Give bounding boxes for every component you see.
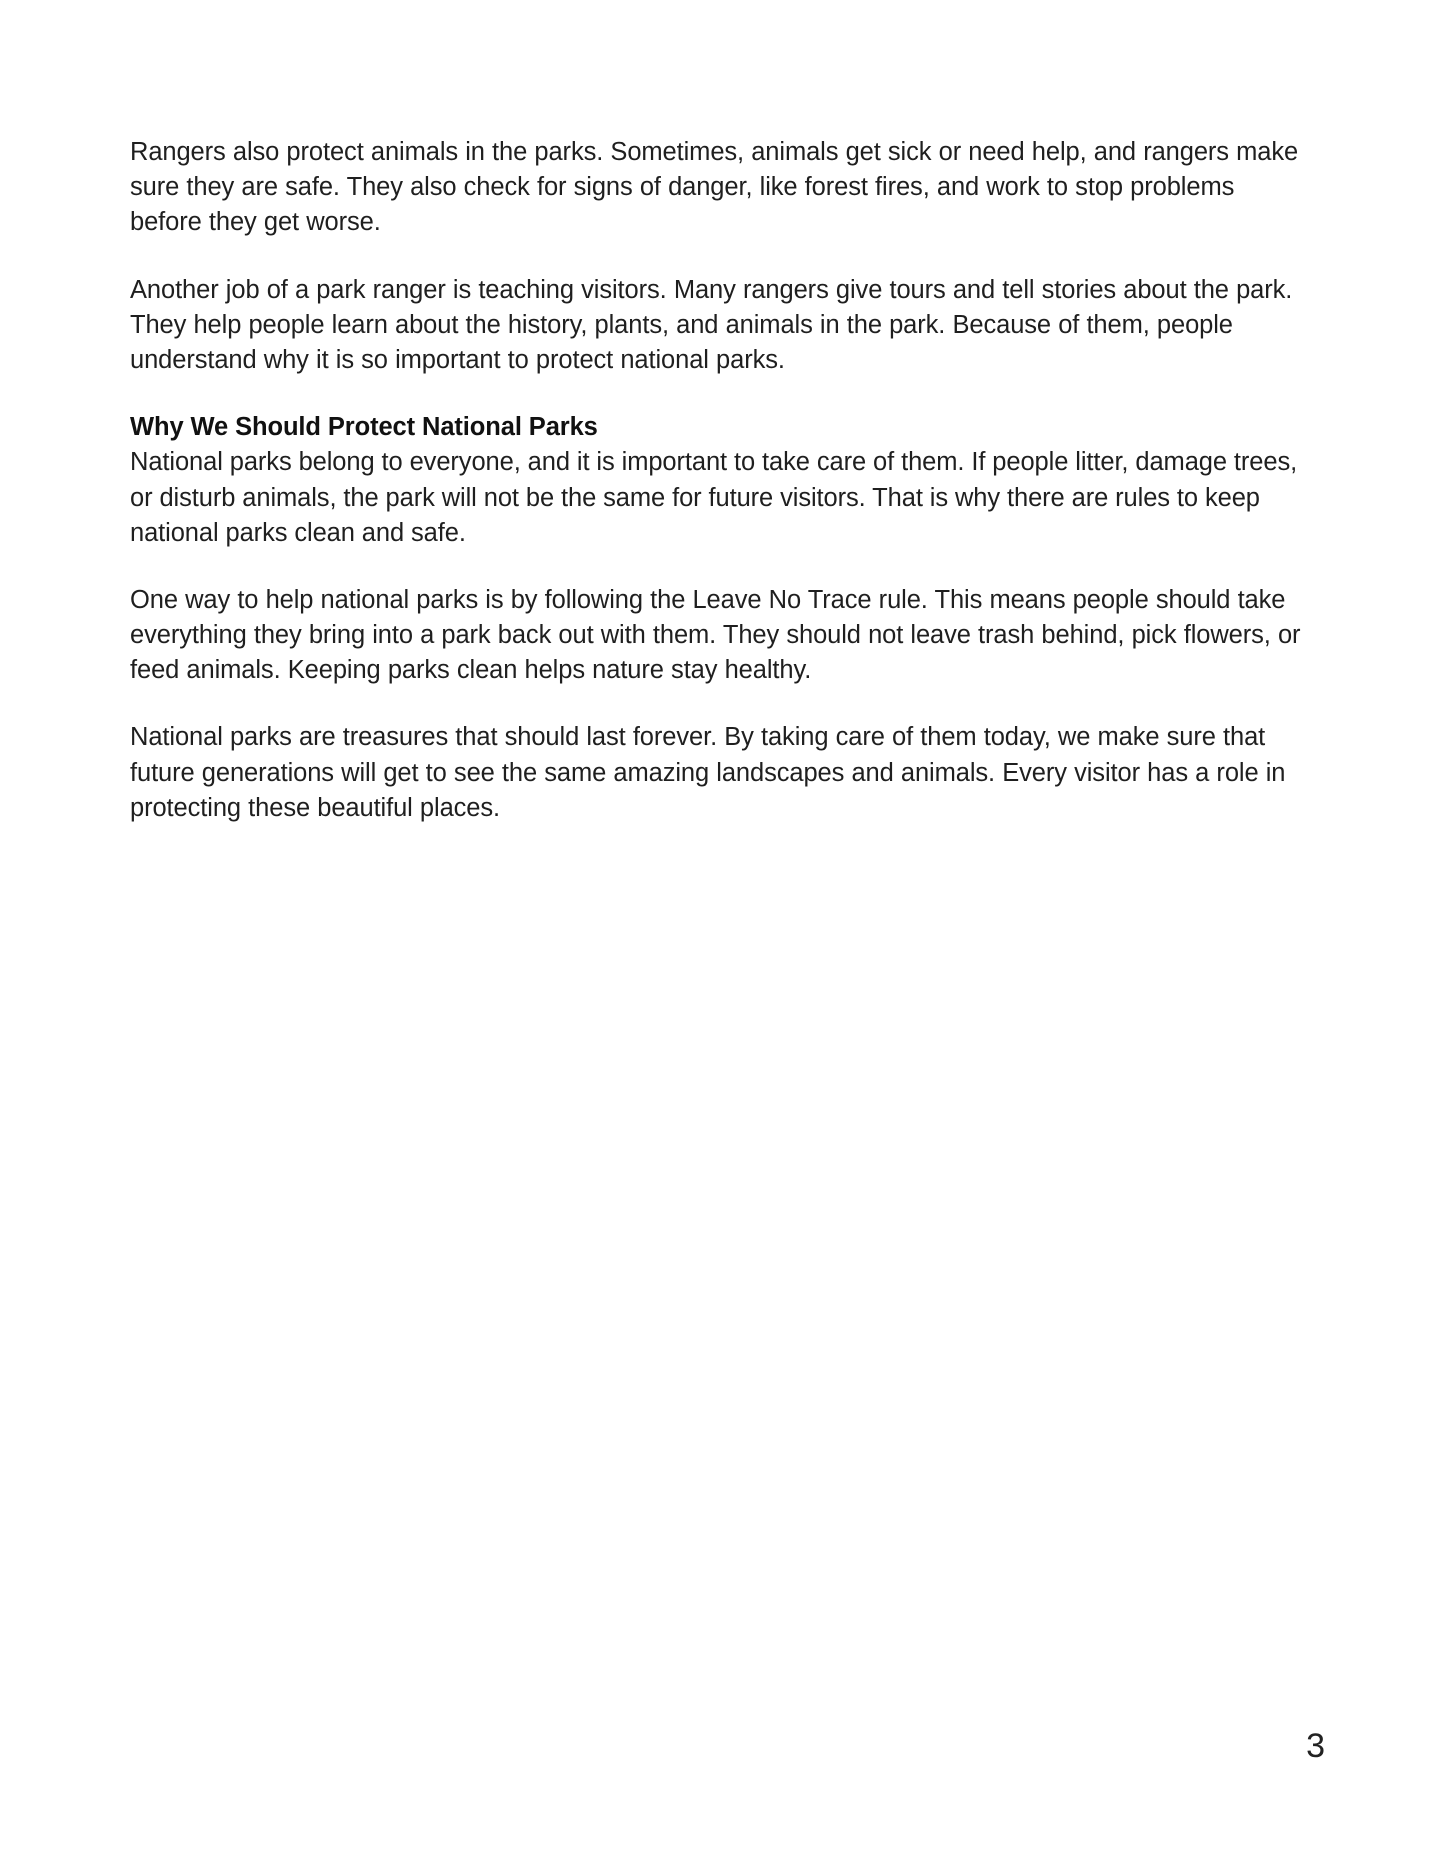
paragraph-leave-no-trace: One way to help national parks is by following the Leave No Trace rule. This means people should take everything they bring into a park back out with them. They should not leave trash behind, pick flowers, or feed animals. Keeping parks clean helps nature stay healthy.	[130, 585, 1301, 685]
paragraph-rangers-protect-animals: Rangers also protect animals in the parks. Sometimes, animals get sick or need help, and rangers make sure they are safe. They also check for signs of danger, like forest fires, and work to stop problems before they get worse.	[130, 138, 1299, 237]
paragraph-treasures-last-forever: National parks are treasures that should last forever. By taking care of them today, we make sure that future generations will get to see the same amazing landscapes and animals. Every visitor has a role in protecting these beautiful places.	[130, 723, 1286, 822]
page-number: 3	[1306, 1727, 1325, 1765]
heading-why-we-should-protect-national-parks: Why We Should Protect National Parks	[130, 413, 598, 442]
document-body	[130, 135, 1310, 858]
paragraph-teaching-visitors: Another job of a park ranger is teaching visitors. Many rangers give tours and tell stories about the park. They help people learn about the history, plants, and animals in the park. Because of them, people understand why it is so important to protect national parks.	[130, 275, 1293, 374]
paragraph-parks-belong-to-everyone: National parks belong to everyone, and it is important to take care of them. If people litter, damage trees, or disturb animals, the park will not be the same for future visitors. That is why there are rules to keep national parks clean and safe.	[130, 448, 1298, 547]
